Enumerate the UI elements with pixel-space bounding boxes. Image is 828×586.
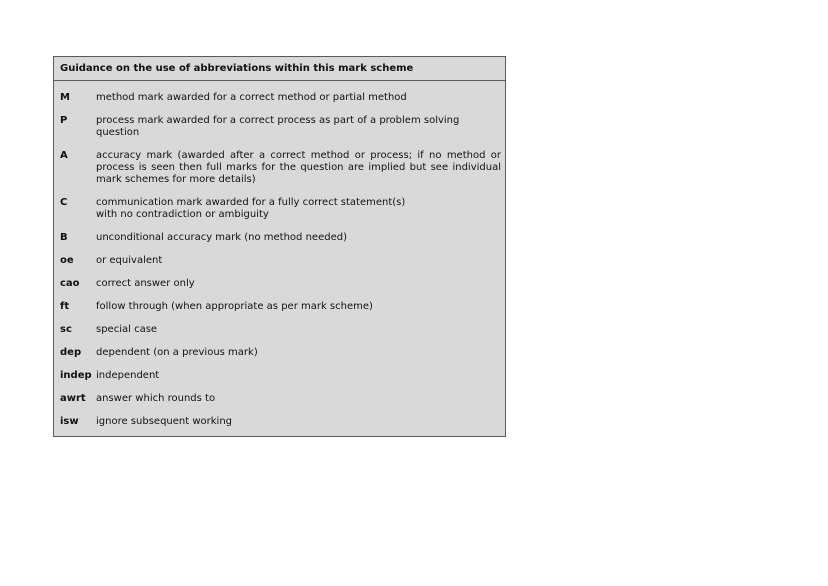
abbreviation-term: P	[60, 115, 68, 126]
guidance-title: Guidance on the use of abbreviations within this mark scheme	[54, 57, 505, 81]
abbreviation-row-oe	[54, 255, 505, 267]
abbreviation-term: B	[60, 232, 68, 243]
abbreviation-description-line: with no contradiction or ambiguity	[96, 209, 269, 220]
abbreviation-row-b	[54, 232, 505, 244]
abbreviation-term: A	[60, 150, 68, 161]
abbreviation-row-cao	[54, 278, 505, 290]
abbreviation-row-p	[54, 115, 505, 139]
abbreviation-term: isw	[60, 416, 79, 427]
abbreviation-description: process mark awarded for a correct process as part of a problem solving question	[96, 115, 460, 138]
abbreviation-row-awrt	[54, 393, 505, 405]
abbreviation-row-sc	[54, 324, 505, 336]
abbreviation-term: indep	[60, 370, 92, 381]
abbreviation-row-indep	[54, 370, 505, 382]
abbreviation-row-c	[54, 197, 505, 221]
abbreviation-row-ft	[54, 301, 505, 313]
abbreviation-description: or equivalent	[96, 255, 163, 266]
abbreviation-description: accuracy mark (awarded after a correct method or process; if no method or process is seen then full marks for the question are implied but see individual mark schemes for more details)	[96, 150, 501, 185]
abbreviation-term: oe	[60, 255, 74, 266]
abbreviation-description	[96, 197, 505, 221]
abbreviations-guidance-table	[53, 56, 506, 437]
abbreviation-term: ft	[60, 301, 70, 312]
abbreviation-description: dependent (on a previous mark)	[96, 347, 258, 358]
abbreviation-row-isw	[54, 416, 505, 428]
abbreviation-row-a	[54, 150, 505, 186]
abbreviation-term: M	[60, 92, 70, 103]
abbreviation-term: awrt	[60, 393, 86, 404]
abbreviation-description: method mark awarded for a correct method or partial method	[96, 92, 407, 103]
abbreviation-description: special case	[96, 324, 158, 335]
abbreviation-description: answer which rounds to	[96, 393, 216, 404]
abbreviation-term: cao	[60, 278, 80, 289]
abbreviation-description: ignore subsequent working	[96, 416, 233, 427]
abbreviation-term: dep	[60, 347, 82, 358]
abbreviation-description: correct answer only	[96, 278, 195, 289]
abbreviation-description: independent	[96, 370, 160, 381]
abbreviation-row-m	[54, 92, 505, 104]
abbreviation-description: follow through (when appropriate as per mark scheme)	[96, 301, 373, 312]
abbreviation-term: C	[60, 197, 68, 208]
abbreviation-description: unconditional accuracy mark (no method needed)	[96, 232, 347, 243]
abbreviation-description-line: communication mark awarded for a fully correct statement(s)	[96, 197, 406, 208]
abbreviation-term: sc	[60, 324, 72, 335]
abbreviation-row-dep	[54, 347, 505, 359]
abbreviations-list	[54, 81, 505, 428]
